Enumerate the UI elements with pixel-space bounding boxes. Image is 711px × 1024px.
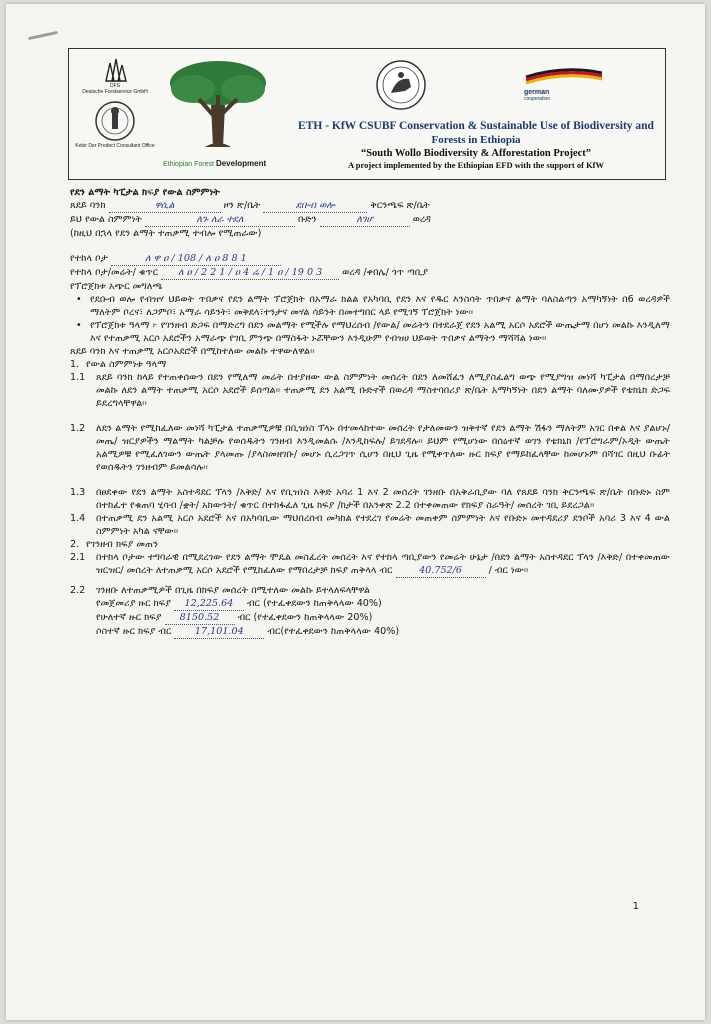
bullet-item-1 xyxy=(70,293,670,319)
clause-1-1-number: 1.1 xyxy=(70,372,86,383)
dfs-logo xyxy=(75,57,155,149)
clause-1-4-text: በተጠቃሚ ደን አልሚ አርሶ አደሮች እና በአካባቢው ማህበረሰብ መካከል የተደረገ የመሬት መጠቀም ስምምነት እና የቡድኑ መተዳደሪያ ደንቦች አባሪ 3 እና 4 ውል ስምምነት አካል ናቸው፡፡ xyxy=(96,513,670,537)
contract-party-row xyxy=(70,213,670,227)
clause-1-3 xyxy=(70,486,670,512)
clause-1-2 xyxy=(70,422,670,474)
title-line-3: “South Wollo Biodiversity & Afforestation Project” xyxy=(360,148,592,159)
bullet-text-2: የፕሮጀክቱ ዓላማ ፦ የገንዘብ ድጋፍ በማድረግ በደን መልማት የሚችሉ የማህረሰብ /የውል/ መሬትን በተደራጀ የደን አልሚ አርሶ አደሮች ውጤታማ በሆነ መልኩ እንዲለማ እና የተጠቃሚ አርሶ አደሮችን አማራጭ የገቢ ምንጭ በማስፋት ኑሯቸውን እንዲሁም የብዝሀ ህይወት ጥበቃና ልማትን ማሻሻል ነው፡፡ xyxy=(90,320,670,344)
payment-1-label: የመጀመሪያ ዙር ክፍያ xyxy=(96,598,171,609)
project-title-block xyxy=(281,119,671,171)
clause-2-1-number: 2.1 xyxy=(70,552,86,563)
german-flag-icon xyxy=(524,63,604,85)
contract-label: ይህ የውል ስምምነት xyxy=(70,214,142,225)
clause-2-1 xyxy=(70,551,670,578)
clause-1-3-text: በፀደቀው የደን ልማት አስተዳደር ፕላን /እቅድ/ እና የቢዝነስ እቅድ አባሪ 1 እና 2 መሰረት ገንዘቡ በአቅራቢያው ባለ የጸደይ ባንክ ቅርንጫፍ ጽ/ቤት በቡድኑ ስም በተከፈተ የቁጠባ ሂሳብ /ቋት/ አክውንት/ ቁጥር በተከፋፈለ ጊዜ ክፍያ /ከታች በአንቀጽ 2.2 በተቀመጠው የክፍያ ስራዓት/ መሰረት ገቢ ይደረጋል፡፡ xyxy=(96,487,670,511)
woreda-label: ወረዳ xyxy=(412,214,431,225)
bullet-dot: • xyxy=(76,320,82,331)
kebele-value: ለገሆ xyxy=(320,213,410,227)
title-line-1: ETH - KfW CSUBF Conservation & Sustainable Use of Biodiversity and xyxy=(298,120,654,132)
branch-label: ዞን ጽ/ቤት xyxy=(223,200,261,211)
contract-body xyxy=(70,186,670,639)
site2-tail: ወረዳ /ቀበሌ/ ጎጥ ጣቢያ xyxy=(342,267,429,278)
tree-icon xyxy=(163,55,273,155)
total-amount-value: 40.752/6 xyxy=(396,564,486,578)
clause-1-4 xyxy=(70,512,670,538)
kebir-label: Kebir Der Prodect Consultant Office xyxy=(75,143,155,149)
bullet-text-1: የደቡብ ወሎ የብዝሃ ህይወት ጥበቃና የደን ልማት ፕሮጀክት በአማራ ክልል የአካባቢ የደን እና የዱር እንስሳት ጥበቃና ልማት ባለስልጣን አማካኝነት በ6 ወረዳዎች ማለትም ቦረና፣ ለጋምቦ፣ አማራ ሳይንት፣ መቅደላ፣ተንታና መሃል ሳይንት በመተግበር ላይ የሚገኝ ፕሮጀክት ነው፡፡ xyxy=(90,294,670,318)
payment-3-label: ሶስተኛ ዙር ክፍያ ብር xyxy=(96,626,172,637)
payment-2-label: የሁለተኛ ዙር ክፍያ xyxy=(96,612,162,623)
site2-row xyxy=(70,266,670,280)
section-1-title-text: የውል ስምምነቱ ዓላማ xyxy=(86,359,167,370)
clause-1-1 xyxy=(70,371,670,410)
page-number: 1 xyxy=(632,901,639,912)
payment-1-amount: 12,225.64 xyxy=(174,597,244,611)
district-label: ቅርንጫፍ ጽ/ቤት xyxy=(370,200,430,211)
clause-2-2-text: ገንዘቡ ለተጠቃሚዎች በጊዜ በክፍያ መሰረት በሚተለው መልኩ ይተላለፍላቸዋል xyxy=(96,585,371,596)
bullet-item-2 xyxy=(70,319,670,345)
section-1-number: 1. xyxy=(70,359,80,370)
bank-row xyxy=(70,199,670,213)
efd-caption-small: Ethiopian Forest xyxy=(163,161,214,168)
efd-caption xyxy=(163,159,266,168)
dfs-name: DFS xyxy=(110,83,120,89)
efd-caption-bold: Development xyxy=(215,159,267,168)
title-line-2: Forests in Ethiopia xyxy=(431,134,521,146)
contract-value: ለጉ ለራ ተደለ xyxy=(145,213,295,227)
contract-heading: የደን ልማት ካፒታል ክፍያ የውል ስምምነት xyxy=(70,187,220,198)
clause-2-1-text: በተከላ ቦታው ተግባራዊ በሚደረገው የደን ልማት ሞዴል መስፈረት መሰረት እና የተከላ ጣቢያውን የመሬት ሁኔታ /በደን ልማት አስተዳደር ፕላን /እቅድ/ በተቀመጠው ዝርዝር/ መሰረት ለተጠቃሚ አርሶ አደሮች የሚከፈለው የማበረታቻ ክፍያ ጠቅላላ ብር xyxy=(96,552,670,576)
beneficiary-note: (ከዚህ በኋላ የደን ልማት ተጠቃሚ ተብሎ የሚጠራው) xyxy=(70,228,262,239)
clause-2-2-number: 2.2 xyxy=(70,585,86,596)
clause-1-2-number: 1.2 xyxy=(70,423,86,434)
section-2-title-text: የገንዘብ ክፍያ መጠን xyxy=(86,539,159,550)
site2-value: ለ ዐ / 2 2 1 / ዐ 4 ሬ / 1 ዐ / 19 0 3 xyxy=(161,266,339,280)
bank-value: ዋሲል xyxy=(109,199,221,213)
section-1-title xyxy=(70,358,670,371)
dfs-company: Deutsche Forstservice GmbH xyxy=(82,89,148,95)
branch-value: ደቡብ ወሎ xyxy=(263,199,367,213)
clause-2-1-end: / ብር ነው፡፡ xyxy=(488,565,529,576)
payment-2-row xyxy=(70,611,670,625)
section-2-title xyxy=(70,538,670,551)
site-row xyxy=(70,252,670,266)
title-line-4: A project implemented by the Ethiopian EFD with the support of KfW xyxy=(347,160,605,170)
payment-3-tail: ብር(የተፈቀደውን ከጠቅላላው 40%) xyxy=(267,626,400,637)
document-page xyxy=(6,4,705,1020)
german-sub: cooperation xyxy=(524,96,551,102)
clause-1-3-number: 1.3 xyxy=(70,487,86,498)
section-2-number: 2. xyxy=(70,539,80,550)
payment-1-row xyxy=(70,597,670,611)
kebele-label: ቡድን xyxy=(298,214,317,225)
site-label: የተከላ ቦታ xyxy=(70,253,108,264)
payment-2-amount: 8150.52 xyxy=(165,611,235,625)
clause-2-2 xyxy=(70,584,670,597)
payment-1-tail: ብር (የተፈቀደውን ከጠቅላላው 40%) xyxy=(247,598,382,609)
kebir-seal-icon xyxy=(93,99,137,143)
efd-tree-logo xyxy=(163,55,273,159)
ethiopia-seal xyxy=(375,57,427,117)
payment-3-amount: 17,101.04 xyxy=(174,625,264,639)
description-label: የፕሮጀክቱ አጭር መግለጫ xyxy=(70,281,163,292)
clause-1-1-text: ጸደይ ባንክ ከላይ የተጠቀሰውን በደን የሚለማ መሬት በተያዘው ውል ስምምነት መሰረት በደን ለመሸፈን ለሚያስፈልግ ወጭ የሚያግዝ መነሻ ካፒታል በማበረታቻ መልኩ ለደን ልማት ተጠቃሚ አርሶ አደሮች ይሰጣል፡፡ ተጠቃሚ ደን አልሚ ቡድኖች በወረዳ ማስተባበሪያ ጽ/ቤት አማካኝነት በደን ልማት ባለሙያዎች የቴክኒክ ድጋፍ ይደረግላቸዋል፡፡ xyxy=(96,372,670,409)
payment-2-tail: ብር (የተፈቀደውን ከጠቅላላው 20%) xyxy=(237,612,373,623)
german-label: german xyxy=(524,89,550,96)
ethiopia-emblem-icon xyxy=(375,57,427,113)
clause-1-4-number: 1.4 xyxy=(70,513,86,524)
clause-1-2-text: ለደን ልማት የሚከፈለው መነሻ ካፒታል ተጠቃሚዎቹ በቢዝነስ ፕላኑ በተመላከተው መሰረት የታለመውን ዝቅተኛ የደን ልማት ሽፋን ማለትም አገር በቀል እና ያልሆኑ/መጤ/ ዝርያዎችን ማልማት ካልቻሉ የወሰዱትን ገንዘብ እንዲመልሱ /እንዲከፍሉ/ ይገደዳሉ፡፡ ይህም የሚሆነው በሰዕተኛ ወገን የቴክኒክ /የፕሮግራም/ኦዲት ውጤት አልሚዎቹ የሚፈለገውን ውጤት ያላመጡ /ያላስመዘገቡ/ መሆኑ ሲረጋገጥ ሲሆን በዚህ ጊዜ የሚቀጥለው ዙር ክፍያ የማይከፈላቸው ከመሆኑም በሻገር በዚህ ቡፊት የወሰዱትን ገንዘብም ይመልሳሉ፡፡ xyxy=(96,423,670,473)
site-value: ለ ዋ ዐ / 108 / ለ ዐ 8 8 1 xyxy=(111,252,281,266)
site2-label: የተከላ ቦታ/መሬት/ ቁጥር xyxy=(70,267,159,278)
german-cooperation-logo xyxy=(524,63,634,102)
staple-mark xyxy=(28,31,58,40)
parties-line: ጸደይ ባንክ እና ተጠቃሚ አርሶአደሮች በሚከተለው መልኩ ተዋውለዋል፡፡ xyxy=(70,346,315,357)
bullet-dot: • xyxy=(76,294,82,305)
payment-3-row xyxy=(70,625,670,639)
dfs-trees-icon xyxy=(100,57,130,83)
bank-label: ጸደይ ባንክ xyxy=(70,200,106,211)
letterhead xyxy=(68,48,666,180)
